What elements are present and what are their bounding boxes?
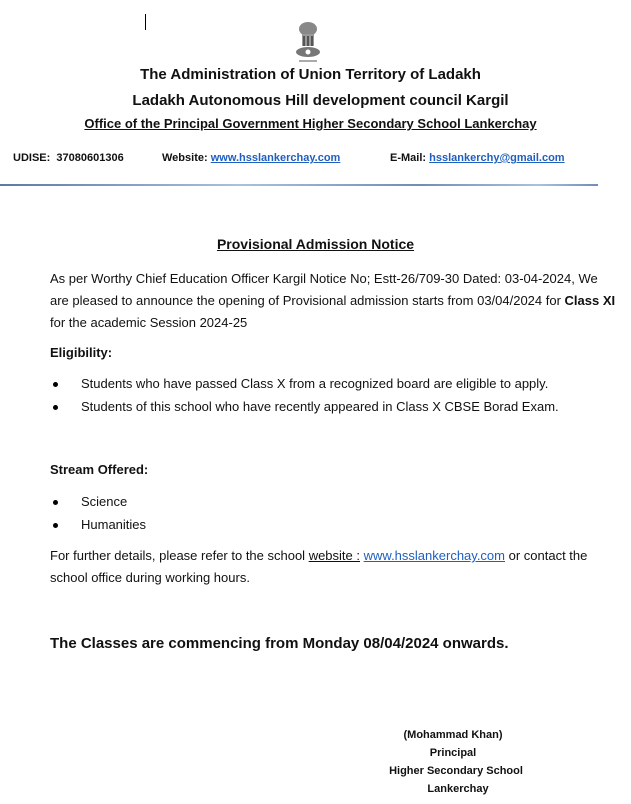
further-text-end: or contact the school office during working hours.	[50, 548, 588, 585]
signatory-place: Lankerchay	[427, 783, 489, 795]
bullet-icon	[50, 376, 81, 391]
notice-intro	[50, 268, 620, 334]
intro-class: Class XI	[564, 293, 616, 308]
stream-text: Humanities	[81, 517, 147, 532]
header-line-council: Ladakh Autonomous Hill development council Kargil	[132, 92, 509, 109]
eligibility-text: Students of this school who have recently appeared in Class X CBSE Borad Exam.	[81, 399, 559, 414]
list-item	[50, 399, 559, 414]
bullet-icon	[50, 517, 81, 532]
bullet-icon	[50, 399, 81, 414]
header-line-administration: The Administration of Union Territory of Ladakh	[140, 66, 481, 83]
website-info	[162, 152, 340, 164]
intro-text: As per Worthy Chief Education Officer Kargil Notice No; Estt-26/709-30 Dated: 03-04-2024, We are pleased to announce the opening of Provisional admission starts from 03/04/2024 for	[50, 271, 598, 308]
email-info	[390, 152, 565, 164]
website-link-inline[interactable]: www.hsslankerchay.com	[363, 548, 505, 563]
eligibility-text: Students who have passed Class X from a recognized board are eligible to apply.	[81, 376, 549, 391]
commencement-notice: The Classes are commencing from Monday 08/04/2024 onwards.	[50, 635, 509, 652]
bullet-icon	[50, 494, 81, 509]
udise-label: UDISE:	[13, 152, 51, 164]
udise-value: 37080601306	[56, 152, 124, 164]
further-details	[50, 545, 620, 589]
list-item	[50, 494, 127, 509]
stream-label: Stream Offered:	[50, 462, 149, 477]
header-divider	[0, 184, 598, 186]
udise-info	[13, 152, 124, 164]
text-cursor	[145, 14, 146, 30]
website-label: Website:	[162, 152, 208, 164]
email-label: E-Mail:	[390, 152, 427, 164]
website-label-inline: website :	[308, 548, 360, 563]
email-link[interactable]: hsslankerchy@gmail.com	[429, 152, 565, 164]
further-text: For further details, please refer to the school	[50, 548, 309, 563]
header-line-office: Office of the Principal Government Higher Secondary School Lankerchay	[84, 116, 537, 131]
list-item	[50, 517, 146, 532]
notice-title: Provisional Admission Notice	[216, 236, 415, 252]
signatory-name: (Mohammad Khan)	[403, 729, 503, 741]
signatory-school: Higher Secondary School	[389, 765, 523, 777]
eligibility-label: Eligibility:	[50, 345, 113, 360]
stream-text: Science	[81, 494, 128, 509]
website-link[interactable]: www.hsslankerchay.com	[210, 152, 341, 164]
signatory-designation: Principal	[429, 747, 477, 759]
list-item	[50, 376, 548, 391]
intro-session: for the academic Session 2024-25	[50, 315, 248, 330]
national-emblem-icon	[290, 20, 326, 66]
